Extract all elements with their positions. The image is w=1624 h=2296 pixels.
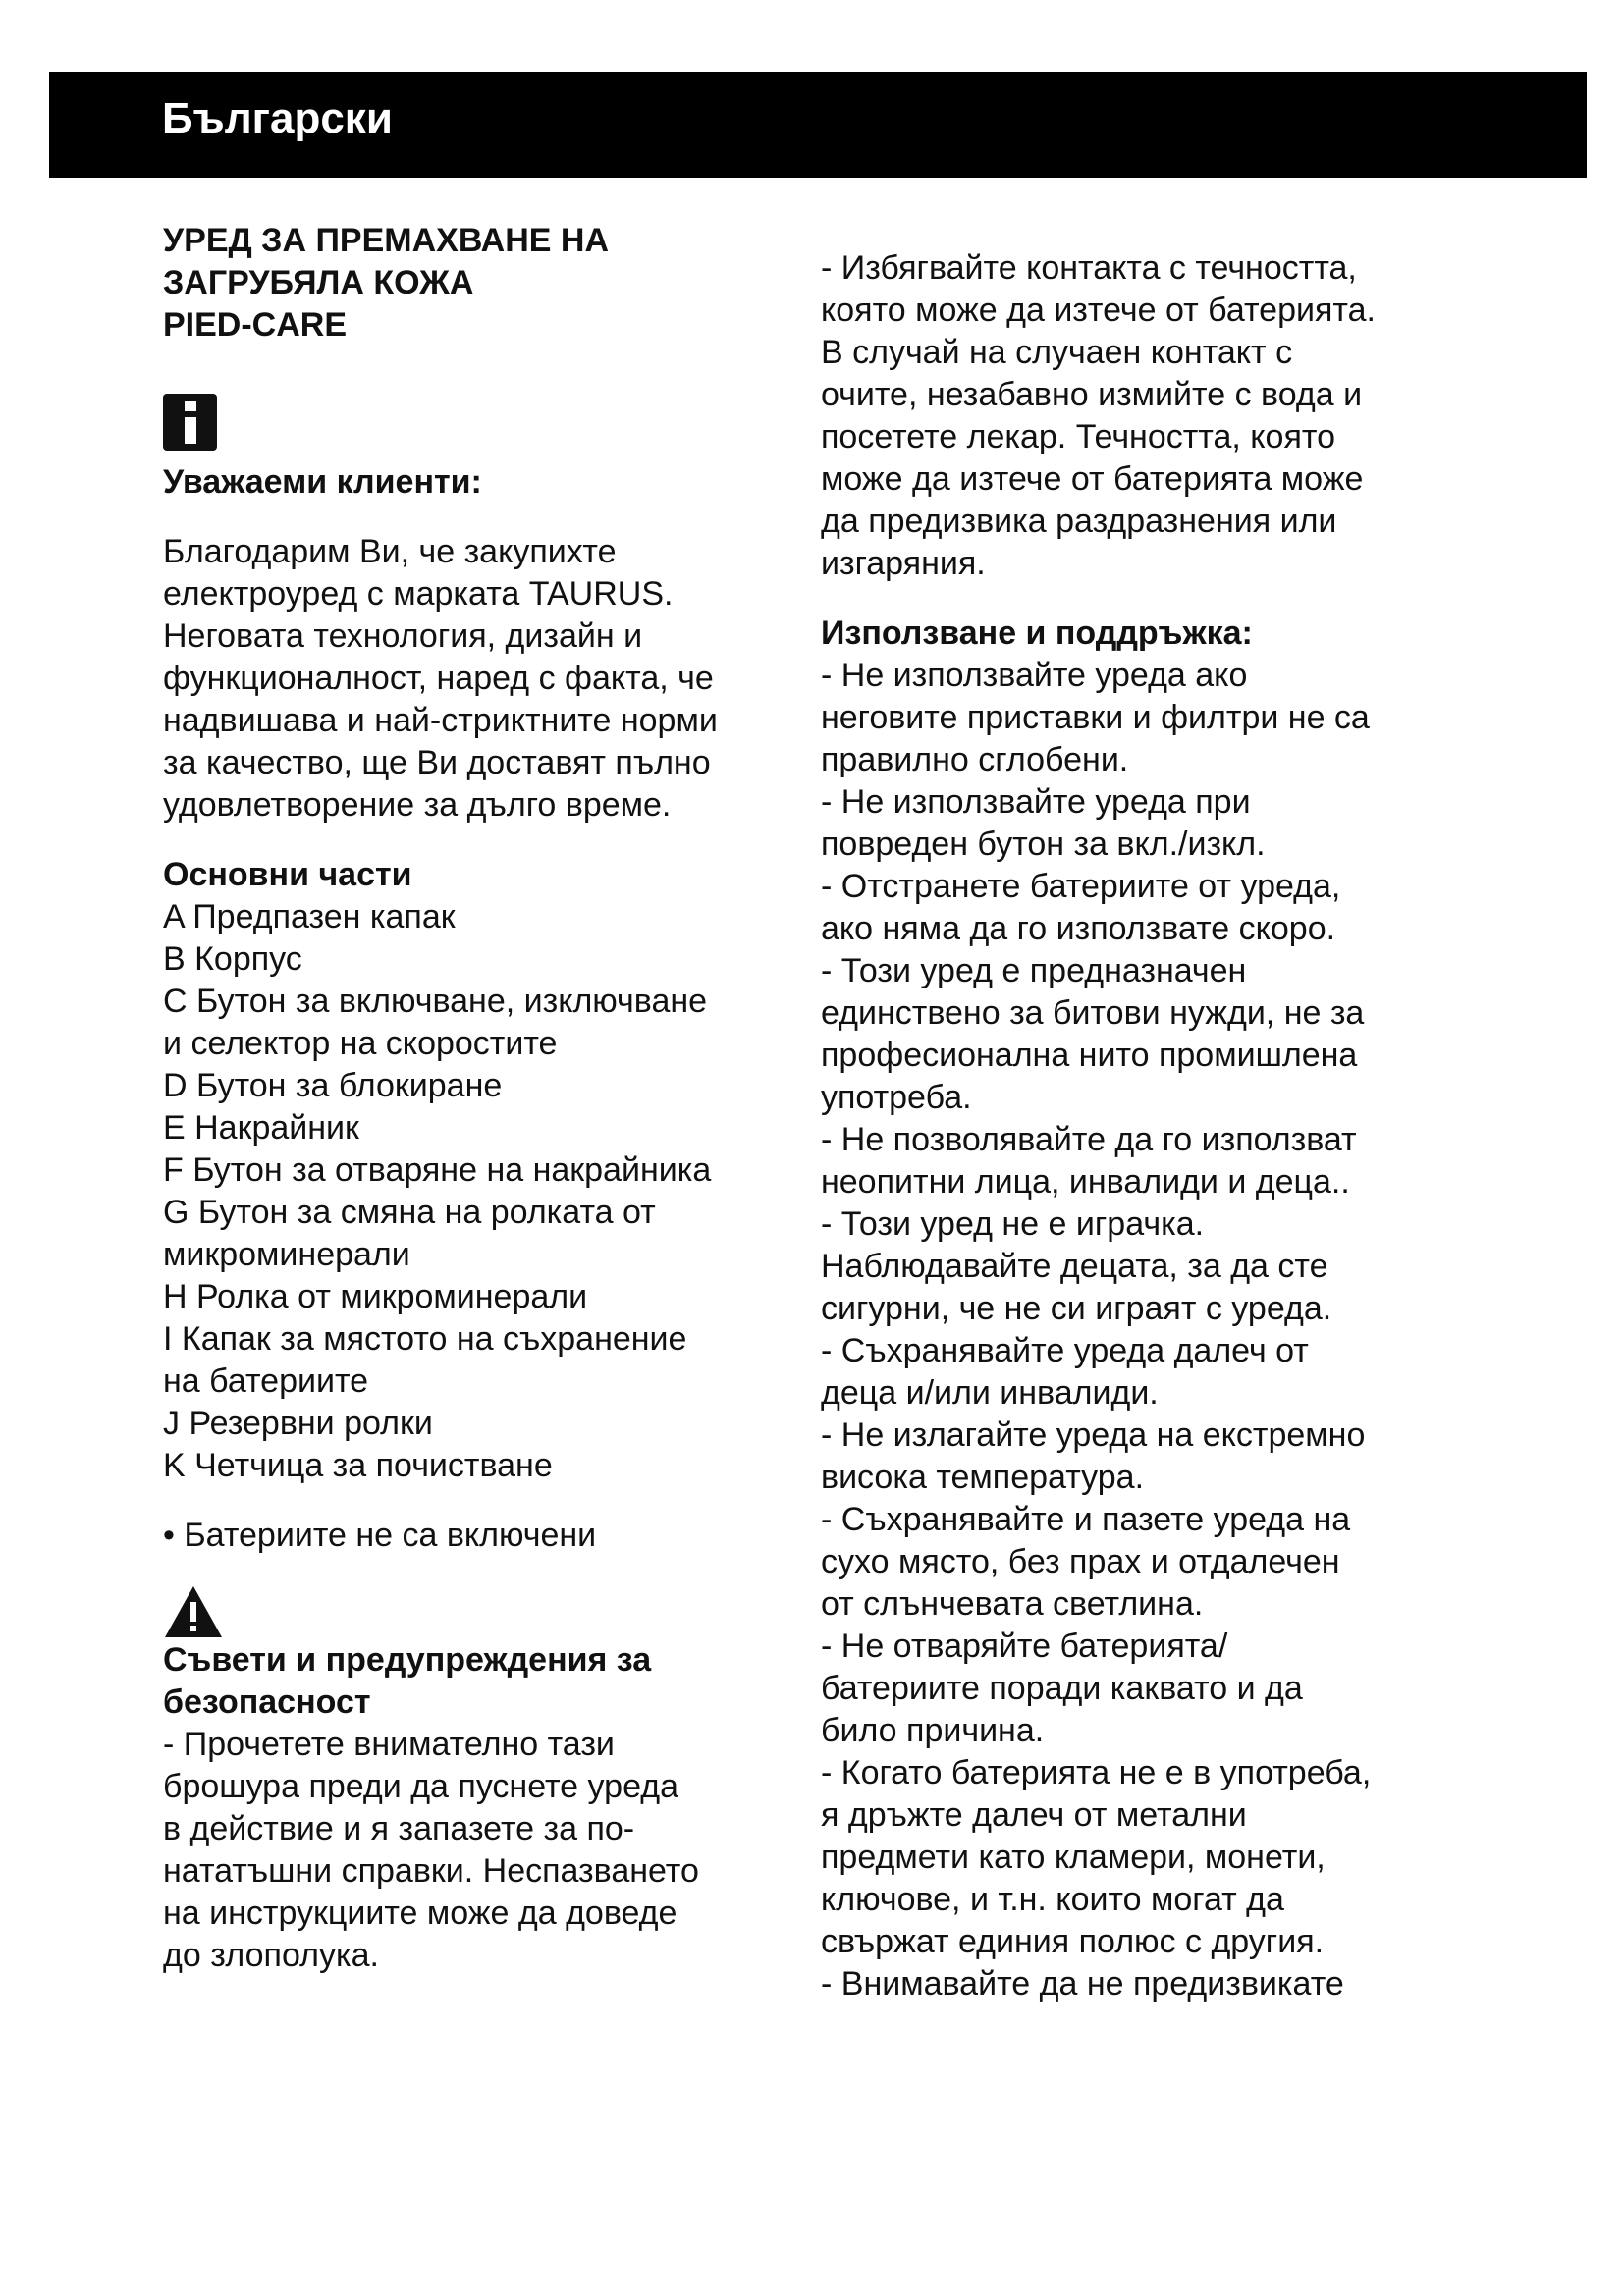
- battery-warning-line: посетете лекар. Течността, която: [821, 418, 1335, 455]
- use-maintenance-line: предмети като кламери, монети,: [821, 1839, 1326, 1876]
- parts-list-item: K Четчица за почистване: [163, 1447, 553, 1484]
- use-maintenance-line: - Съхранявайте и пазете уреда на: [821, 1501, 1351, 1538]
- use-maintenance-line: повреден бутон за вкл./изкл.: [821, 826, 1266, 863]
- use-maintenance-line: висока температура.: [821, 1459, 1145, 1496]
- use-maintenance-line: - Отстранете батериите от уреда,: [821, 868, 1341, 905]
- use-maintenance-line: - Не излагайте уреда на екстремно: [821, 1416, 1366, 1454]
- safety-line: брошура преди да пуснете уреда: [163, 1768, 678, 1805]
- use-maintenance-line: професионална нито промишлена: [821, 1037, 1358, 1074]
- use-maintenance-line: употреба.: [821, 1079, 972, 1116]
- use-maintenance-line: я дръжте далеч от метални: [821, 1796, 1247, 1834]
- use-maintenance-line: - Не отваряйте батерията/: [821, 1628, 1228, 1665]
- use-maintenance-line: - Не използвайте уреда при: [821, 783, 1251, 821]
- use-maintenance-line: - Съхранявайте уреда далеч от: [821, 1332, 1309, 1369]
- parts-list-item: J Резервни ролки: [163, 1405, 433, 1442]
- parts-list: [163, 896, 801, 1487]
- battery-warning-paragraph: [821, 247, 1449, 585]
- safety-paragraph: [163, 1724, 801, 1977]
- intro-paragraph: [163, 531, 801, 827]
- safety-line: - Прочетете внимателно тази: [163, 1726, 615, 1763]
- intro-line: за качество, ще Ви доставят пълно: [163, 744, 711, 781]
- use-maintenance-line: свържат единия полюс с другия.: [821, 1923, 1325, 1960]
- use-maintenance-line: сигурни, че не си играят с уреда.: [821, 1290, 1332, 1327]
- use-maintenance-line: сухо място, без прах и отдалечен: [821, 1543, 1340, 1580]
- safety-heading-line-1: Съвети и предупреждения за: [163, 1641, 652, 1679]
- use-maintenance-line: деца и/или инвалиди.: [821, 1374, 1159, 1412]
- parts-list-item: и селектор на скоростите: [163, 1025, 558, 1062]
- use-maintenance-line: от слънчевата светлина.: [821, 1585, 1204, 1623]
- use-maintenance-line: ако няма да го използвате скоро.: [821, 910, 1336, 947]
- safety-line: в действие и я запазете за по-: [163, 1810, 635, 1847]
- use-maintenance-line: - Този уред е предназначен: [821, 952, 1247, 989]
- product-title-line-3: PIED-CARE: [163, 306, 348, 344]
- greeting-heading: Уважаеми клиенти:: [163, 463, 482, 501]
- safety-line: до злополука.: [163, 1937, 379, 1974]
- right-column: [821, 247, 1449, 2005]
- product-title-line-2: ЗАГРУБЯЛА КОЖА: [163, 264, 474, 301]
- info-icon: [163, 394, 217, 451]
- intro-line: надвишава и най-стриктните норми: [163, 702, 718, 739]
- product-title-line-1: УРЕД ЗА ПРЕМАХВАНЕ НА: [163, 222, 610, 259]
- intro-line: функционалност, наред с факта, че: [163, 660, 714, 697]
- parts-list-item: F Бутон за отваряне на накрайника: [163, 1151, 712, 1189]
- intro-line: удовлетворение за дълго време.: [163, 786, 672, 824]
- use-maintenance-line: - Когато батерията не е в употреба,: [821, 1754, 1372, 1791]
- use-maintenance-list: [821, 655, 1449, 2005]
- battery-warning-line: - Избягвайте контакта с течността,: [821, 249, 1357, 287]
- battery-warning-line: която може да изтече от батерията.: [821, 292, 1376, 329]
- battery-warning-line: изгаряния.: [821, 545, 986, 582]
- use-maintenance-line: - Не използвайте уреда ако: [821, 657, 1248, 694]
- language-header-bar: [49, 72, 1587, 178]
- battery-warning-line: да предизвика раздразнения или: [821, 503, 1337, 540]
- parts-list-item: микроминерали: [163, 1236, 410, 1273]
- use-maintenance-line: било причина.: [821, 1712, 1045, 1749]
- safety-line: нататъшни справки. Неспазването: [163, 1852, 699, 1890]
- use-maintenance-line: батериите поради каквато и да: [821, 1670, 1303, 1707]
- safety-line: на инструкциите може да доведе: [163, 1895, 677, 1932]
- use-maintenance-line: Наблюдавайте децата, за да сте: [821, 1248, 1328, 1285]
- warning-icon: [163, 1584, 224, 1639]
- language-title: Български: [162, 94, 393, 142]
- parts-list-item: B Корпус: [163, 940, 302, 978]
- use-maintenance-line: единствено за битови нужди, не за: [821, 994, 1365, 1032]
- parts-list-item: C Бутон за включване, изключване: [163, 983, 708, 1020]
- parts-list-item: на батериите: [163, 1362, 369, 1400]
- use-maintenance-line: неопитни лица, инвалиди и деца..: [821, 1163, 1350, 1201]
- battery-warning-line: В случай на случаен контакт с: [821, 334, 1293, 371]
- parts-heading: Основни части: [163, 856, 412, 893]
- use-maintenance-line: - Този уред не е играчка.: [821, 1205, 1205, 1243]
- intro-line: електроуред с марката TAURUS.: [163, 575, 674, 613]
- parts-list-item: D Бутон за блокиране: [163, 1067, 503, 1104]
- use-maintenance-line: ключове, и т.н. които могат да: [821, 1881, 1284, 1918]
- use-maintenance-line: - Внимавайте да не предизвикате: [821, 1965, 1344, 2002]
- battery-note: • Батериите не са включени: [163, 1517, 597, 1554]
- parts-list-item: A Предпазен капак: [163, 898, 456, 935]
- use-maintenance-line: правилно сглобени.: [821, 741, 1129, 778]
- parts-list-item: H Ролка от микроминерали: [163, 1278, 588, 1315]
- battery-warning-line: може да изтече от батерията може: [821, 460, 1364, 498]
- parts-list-item: E Накрайник: [163, 1109, 359, 1147]
- parts-list-item: G Бутон за смяна на ролката от: [163, 1194, 656, 1231]
- intro-line: Неговата технология, дизайн и: [163, 617, 643, 655]
- intro-line: Благодарим Ви, че закупихте: [163, 533, 617, 570]
- use-maintenance-line: - Не позволявайте да го използват: [821, 1121, 1357, 1158]
- battery-warning-line: очите, незабавно измийте с вода и: [821, 376, 1363, 413]
- use-maintenance-line: неговите приставки и филтри не са: [821, 699, 1370, 736]
- left-column: [163, 220, 801, 1977]
- use-heading: Използване и поддръжка:: [821, 614, 1253, 652]
- safety-heading-line-2: безопасност: [163, 1683, 371, 1721]
- parts-list-item: I Капак за мястото на съхранение: [163, 1320, 687, 1358]
